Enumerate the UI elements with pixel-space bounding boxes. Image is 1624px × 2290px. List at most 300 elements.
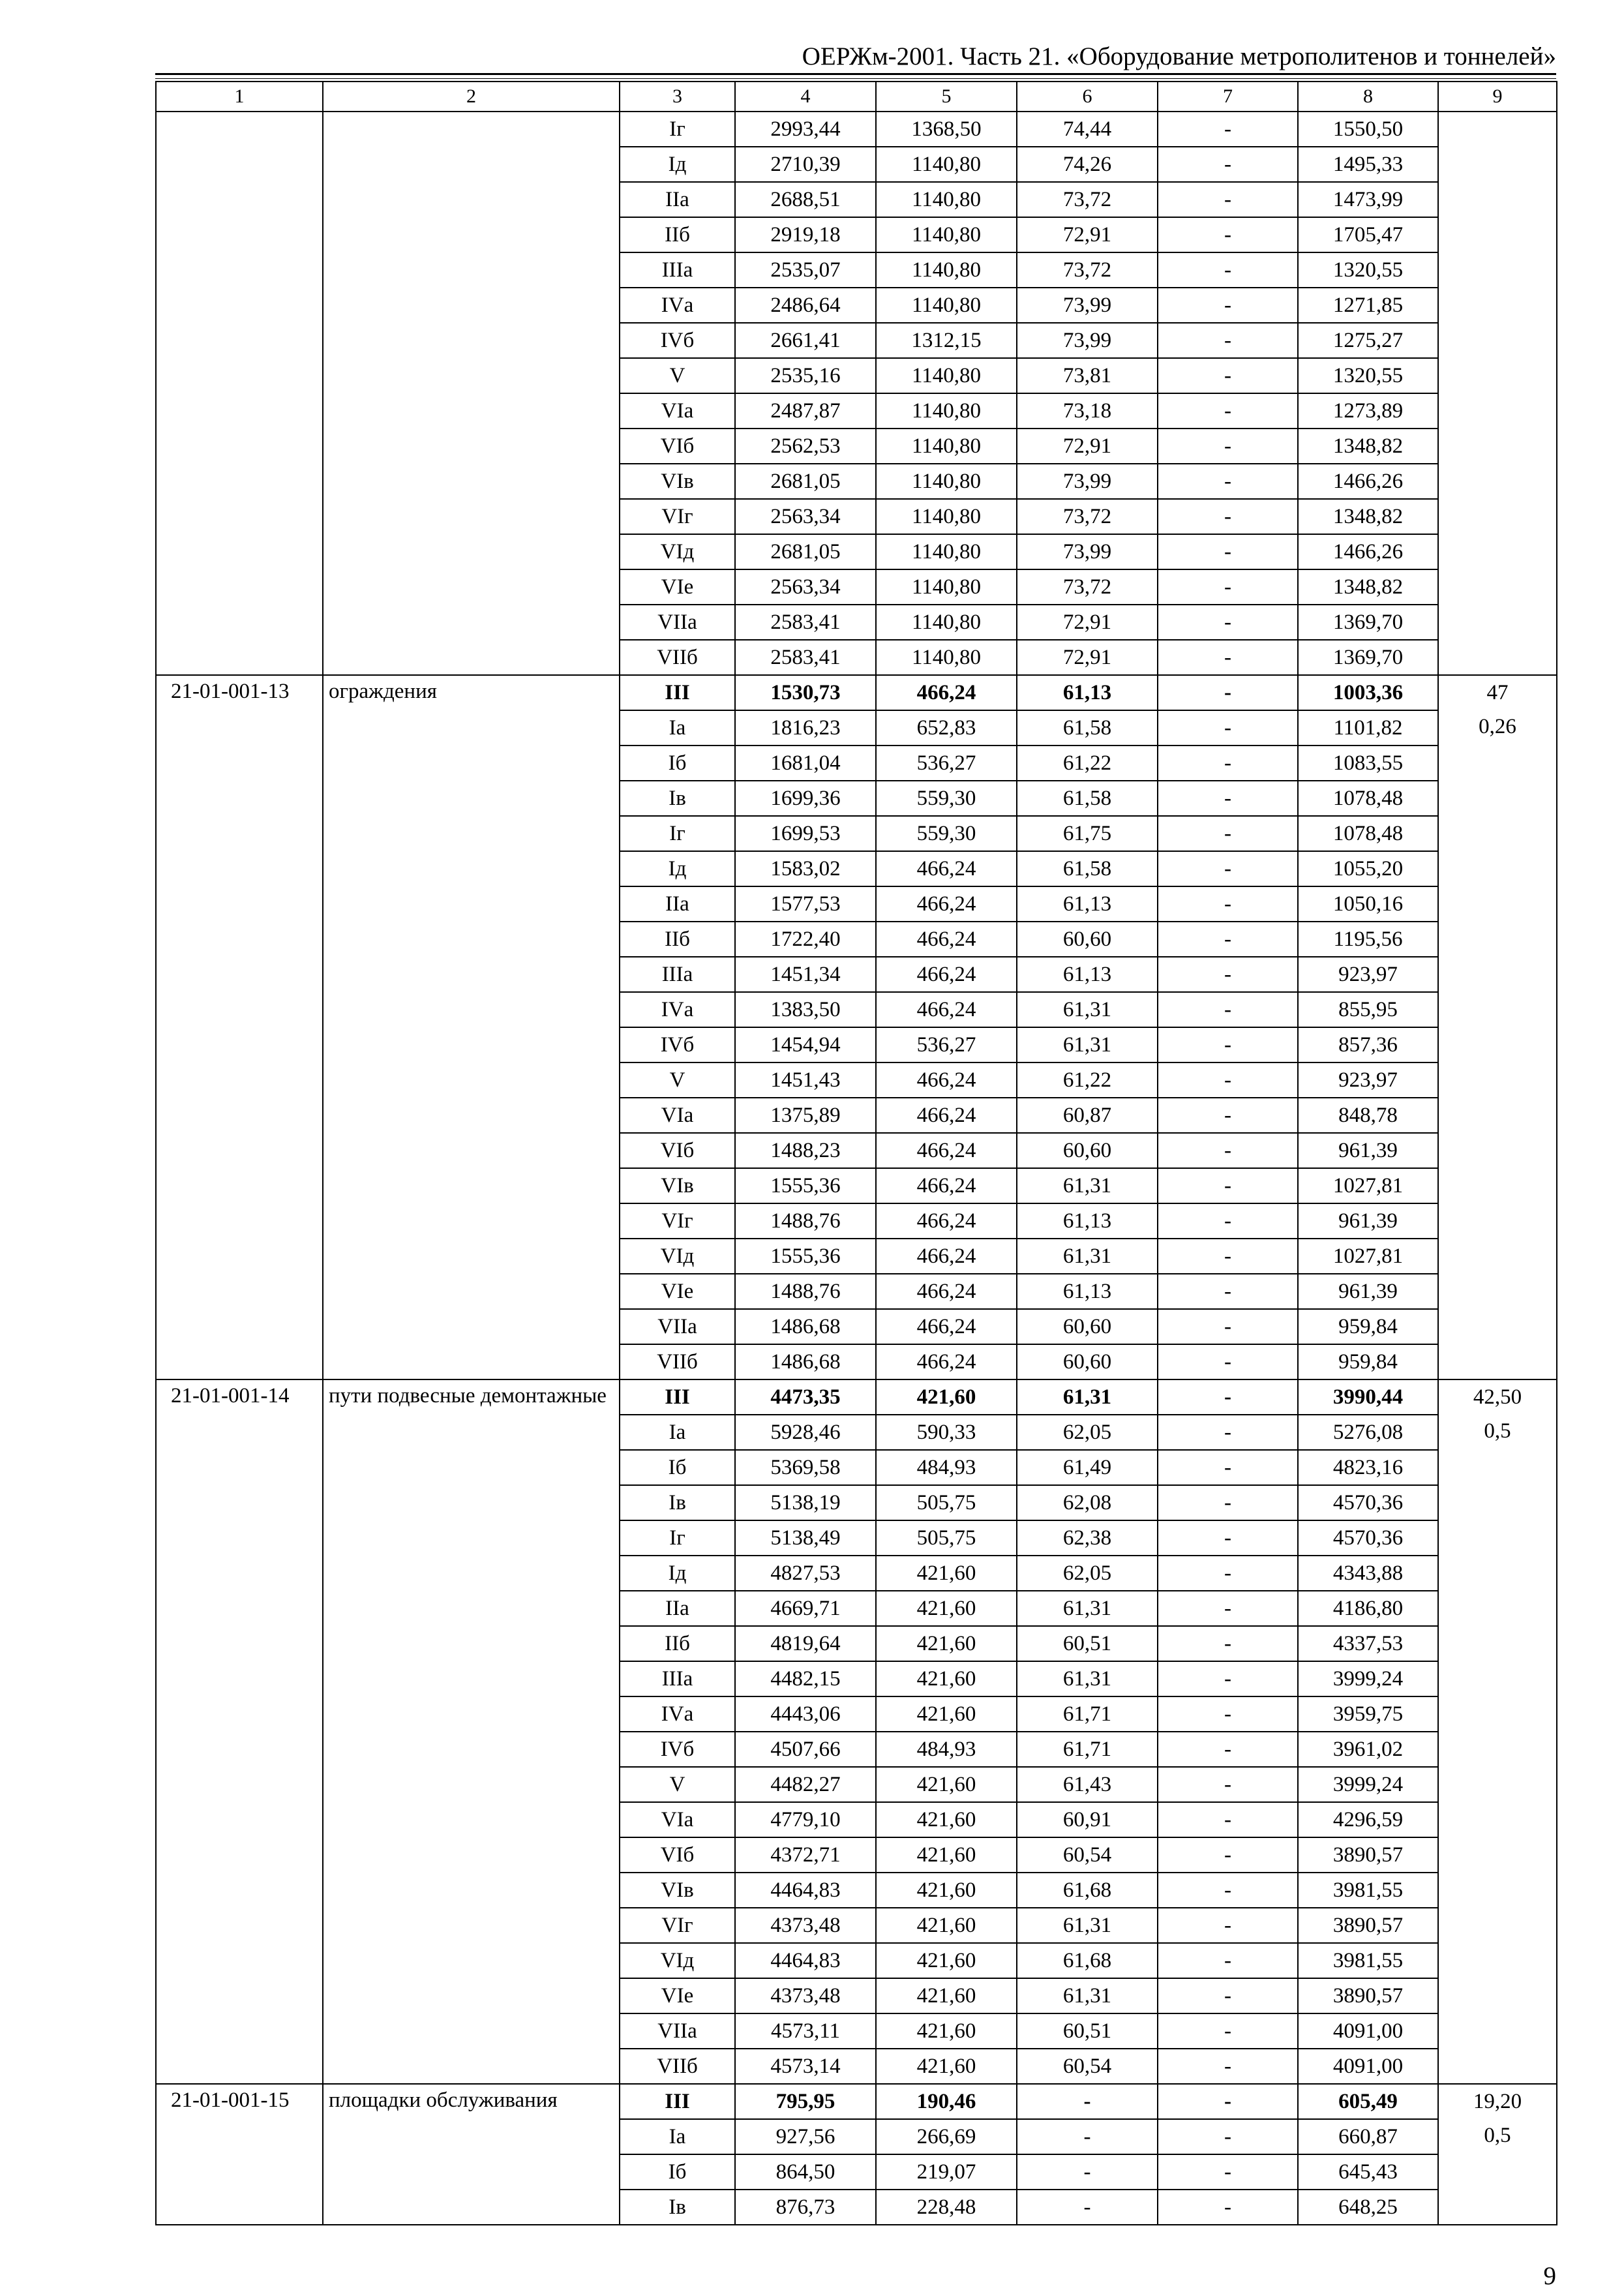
value-col7: -: [1158, 569, 1298, 605]
value-col7: -: [1158, 1168, 1298, 1203]
value-col4: 4373,48: [735, 1908, 876, 1943]
value-col8: 3961,02: [1298, 1732, 1438, 1767]
value-col4: 1816,23: [735, 710, 876, 746]
value-col7: -: [1158, 851, 1298, 886]
value-col4: 1555,36: [735, 1168, 876, 1203]
value-col4: 1488,76: [735, 1203, 876, 1239]
header-rule-thick: [155, 73, 1556, 75]
value-col8: 1495,33: [1298, 147, 1438, 182]
value-col7: -: [1158, 534, 1298, 569]
value-col8: 1271,85: [1298, 288, 1438, 323]
value-col7: -: [1158, 182, 1298, 217]
value-col8: 3999,24: [1298, 1661, 1438, 1696]
value-col8: 1275,27: [1298, 323, 1438, 358]
table-row: [156, 675, 1557, 710]
value-col6: 61,68: [1017, 1873, 1158, 1908]
value-col4: 2487,87: [735, 393, 876, 429]
class-cell: VIа: [620, 393, 735, 429]
class-cell: VIв: [620, 1873, 735, 1908]
class-cell: IIIа: [620, 252, 735, 288]
value-col8: 1055,20: [1298, 851, 1438, 886]
value-col5: 421,60: [876, 1943, 1017, 1978]
value-col4: 1530,73: [735, 675, 876, 710]
class-cell: IIIа: [620, 1661, 735, 1696]
value-col5: 1140,80: [876, 217, 1017, 252]
rate-name: площадки обслуживания: [323, 2084, 620, 2225]
value-col5: 1312,15: [876, 323, 1017, 358]
class-cell: VIг: [620, 1908, 735, 1943]
value-col6: 60,51: [1017, 1626, 1158, 1661]
value-col6: 61,71: [1017, 1696, 1158, 1732]
value-col4: 5369,58: [735, 1450, 876, 1485]
value-col7: -: [1158, 2190, 1298, 2225]
value-col5: 421,60: [876, 1556, 1017, 1591]
value-col5: 1140,80: [876, 534, 1017, 569]
value-col5: 421,60: [876, 1908, 1017, 1943]
value-col6: -: [1017, 2154, 1158, 2190]
value-col4: 4507,66: [735, 1732, 876, 1767]
value-col6: 72,91: [1017, 640, 1158, 675]
value-col6: 61,49: [1017, 1450, 1158, 1485]
value-col5: 466,24: [876, 992, 1017, 1027]
value-col4: 1383,50: [735, 992, 876, 1027]
class-cell: VIа: [620, 1098, 735, 1133]
value-col4: 4464,83: [735, 1873, 876, 1908]
value-col4: 4779,10: [735, 1802, 876, 1837]
value-col7: -: [1158, 640, 1298, 675]
value-col6: 61,22: [1017, 1062, 1158, 1098]
value-col6: 73,72: [1017, 569, 1158, 605]
value-col7: -: [1158, 886, 1298, 922]
value-col7: -: [1158, 1626, 1298, 1661]
value-col4: 2661,41: [735, 323, 876, 358]
col9-value: 47: [1486, 681, 1509, 704]
value-col5: 466,24: [876, 1203, 1017, 1239]
value-col6: 61,58: [1017, 851, 1158, 886]
class-cell: VIа: [620, 1802, 735, 1837]
value-col6: 61,68: [1017, 1943, 1158, 1978]
value-col6: 61,13: [1017, 957, 1158, 992]
column-number: 8: [1298, 82, 1438, 112]
value-col4: 864,50: [735, 2154, 876, 2190]
value-col6: 61,13: [1017, 1274, 1158, 1309]
col9-cell: [1438, 2084, 1557, 2225]
value-col6: 73,72: [1017, 182, 1158, 217]
value-col4: 1375,89: [735, 1098, 876, 1133]
value-col7: -: [1158, 1098, 1298, 1133]
value-col4: 2688,51: [735, 182, 876, 217]
value-col6: 73,99: [1017, 534, 1158, 569]
value-col8: 660,87: [1298, 2119, 1438, 2154]
value-col6: 72,91: [1017, 605, 1158, 640]
value-col6: 73,81: [1017, 358, 1158, 393]
value-col5: 1140,80: [876, 640, 1017, 675]
value-col6: 60,60: [1017, 1133, 1158, 1168]
value-col6: 60,54: [1017, 1837, 1158, 1873]
value-col7: -: [1158, 1344, 1298, 1379]
value-col8: 857,36: [1298, 1027, 1438, 1062]
class-cell: VIв: [620, 464, 735, 499]
value-col6: 73,99: [1017, 288, 1158, 323]
value-col5: 536,27: [876, 746, 1017, 781]
value-col8: 1348,82: [1298, 569, 1438, 605]
value-col8: 3990,44: [1298, 1379, 1438, 1415]
value-col8: 3890,57: [1298, 1908, 1438, 1943]
value-col7: -: [1158, 358, 1298, 393]
value-col7: -: [1158, 1837, 1298, 1873]
value-col5: 1140,80: [876, 182, 1017, 217]
value-col5: 219,07: [876, 2154, 1017, 2190]
value-col6: 60,60: [1017, 1309, 1158, 1344]
class-cell: III: [620, 1379, 735, 1415]
value-col8: 848,78: [1298, 1098, 1438, 1133]
value-col5: 421,60: [876, 1591, 1017, 1626]
value-col6: 74,44: [1017, 112, 1158, 147]
rate-code: 21-01-001-14: [156, 1379, 323, 2084]
value-col8: 4570,36: [1298, 1485, 1438, 1520]
value-col8: 1273,89: [1298, 393, 1438, 429]
value-col4: 2583,41: [735, 605, 876, 640]
value-col4: 5138,49: [735, 1520, 876, 1556]
rates-table: [155, 81, 1557, 2225]
value-col7: -: [1158, 499, 1298, 534]
page-header: ОЕРЖм-2001. Часть 21. «Оборудование метрополитенов и тоннелей»: [802, 42, 1556, 70]
value-col4: 2486,64: [735, 288, 876, 323]
class-cell: VIIа: [620, 605, 735, 640]
value-col5: 1140,80: [876, 393, 1017, 429]
value-col6: 61,22: [1017, 746, 1158, 781]
value-col6: 61,13: [1017, 675, 1158, 710]
value-col7: -: [1158, 1203, 1298, 1239]
page-number: 9: [1543, 2262, 1556, 2290]
class-cell: Iг: [620, 112, 735, 147]
value-col6: 61,31: [1017, 992, 1158, 1027]
value-col8: 3959,75: [1298, 1696, 1438, 1732]
value-col4: 1577,53: [735, 886, 876, 922]
column-number: 7: [1158, 82, 1298, 112]
value-col8: 1003,36: [1298, 675, 1438, 710]
value-col8: 3890,57: [1298, 1837, 1438, 1873]
value-col5: 421,60: [876, 2049, 1017, 2084]
value-col5: 1140,80: [876, 569, 1017, 605]
value-col4: 4373,48: [735, 1978, 876, 2013]
class-cell: IIб: [620, 1626, 735, 1661]
value-col5: 466,24: [876, 1274, 1017, 1309]
value-col6: 61,75: [1017, 816, 1158, 851]
value-col4: 2563,34: [735, 569, 876, 605]
value-col6: 61,31: [1017, 1379, 1158, 1415]
value-col5: 1140,80: [876, 464, 1017, 499]
col9-cell: [1438, 1379, 1557, 2084]
value-col8: 1369,70: [1298, 605, 1438, 640]
value-col7: -: [1158, 1415, 1298, 1450]
col9-value: 19,20: [1473, 2090, 1522, 2113]
value-col5: 1140,80: [876, 358, 1017, 393]
value-col5: 466,24: [876, 1133, 1017, 1168]
value-col6: 61,31: [1017, 1027, 1158, 1062]
value-col5: 466,24: [876, 922, 1017, 957]
value-col5: 466,24: [876, 675, 1017, 710]
class-cell: IIIа: [620, 957, 735, 992]
value-col8: 1466,26: [1298, 464, 1438, 499]
value-col7: -: [1158, 147, 1298, 182]
value-col4: 1488,76: [735, 1274, 876, 1309]
value-col8: 645,43: [1298, 2154, 1438, 2190]
value-col8: 1083,55: [1298, 746, 1438, 781]
class-cell: Iг: [620, 1520, 735, 1556]
column-number-row: [156, 82, 1557, 112]
value-col8: 3981,55: [1298, 1873, 1438, 1908]
value-col7: -: [1158, 217, 1298, 252]
value-col7: -: [1158, 1696, 1298, 1732]
value-col5: 466,24: [876, 851, 1017, 886]
value-col6: 60,60: [1017, 922, 1158, 957]
value-col8: 1369,70: [1298, 640, 1438, 675]
class-cell: VIIб: [620, 1344, 735, 1379]
class-cell: IIа: [620, 886, 735, 922]
class-cell: VIб: [620, 1837, 735, 1873]
value-col8: 1705,47: [1298, 217, 1438, 252]
value-col4: 1681,04: [735, 746, 876, 781]
column-number: 2: [323, 82, 620, 112]
class-cell: IIб: [620, 922, 735, 957]
value-col4: 927,56: [735, 2119, 876, 2154]
class-cell: IIа: [620, 1591, 735, 1626]
class-cell: VIд: [620, 1943, 735, 1978]
value-col6: 61,71: [1017, 1732, 1158, 1767]
value-col6: 74,26: [1017, 147, 1158, 182]
value-col4: 2535,16: [735, 358, 876, 393]
value-col7: -: [1158, 1309, 1298, 1344]
class-cell: III: [620, 2084, 735, 2119]
value-col5: 1140,80: [876, 288, 1017, 323]
value-col5: 421,60: [876, 1873, 1017, 1908]
value-col8: 5276,08: [1298, 1415, 1438, 1450]
class-cell: Iб: [620, 746, 735, 781]
value-col8: 1195,56: [1298, 922, 1438, 957]
value-col8: 961,39: [1298, 1274, 1438, 1309]
value-col7: -: [1158, 1274, 1298, 1309]
value-col4: 795,95: [735, 2084, 876, 2119]
value-col4: 2681,05: [735, 464, 876, 499]
class-cell: Iб: [620, 2154, 735, 2190]
col9-value: 0,5: [1484, 1419, 1511, 1443]
value-col8: 3890,57: [1298, 1978, 1438, 2013]
value-col4: 2535,07: [735, 252, 876, 288]
value-col7: -: [1158, 1133, 1298, 1168]
value-col8: 1348,82: [1298, 429, 1438, 464]
value-col4: 4482,27: [735, 1767, 876, 1802]
value-col4: 1722,40: [735, 922, 876, 957]
value-col8: 855,95: [1298, 992, 1438, 1027]
value-col5: 466,24: [876, 957, 1017, 992]
value-col8: 959,84: [1298, 1309, 1438, 1344]
value-col5: 505,75: [876, 1485, 1017, 1520]
value-col6: 61,31: [1017, 1591, 1158, 1626]
value-col6: 60,87: [1017, 1098, 1158, 1133]
column-number: 1: [156, 82, 323, 112]
col9-cell: [1438, 675, 1557, 1379]
class-cell: IVа: [620, 288, 735, 323]
value-col4: 4443,06: [735, 1696, 876, 1732]
value-col6: 60,60: [1017, 1344, 1158, 1379]
value-col4: 1555,36: [735, 1239, 876, 1274]
class-cell: Iа: [620, 2119, 735, 2154]
value-col7: -: [1158, 1732, 1298, 1767]
class-cell: Iд: [620, 1556, 735, 1591]
class-cell: VIг: [620, 499, 735, 534]
class-cell: Iа: [620, 710, 735, 746]
value-col8: 1320,55: [1298, 252, 1438, 288]
value-col7: -: [1158, 2013, 1298, 2049]
class-cell: VIб: [620, 1133, 735, 1168]
value-col8: 1027,81: [1298, 1239, 1438, 1274]
class-cell: Iд: [620, 851, 735, 886]
value-col7: -: [1158, 288, 1298, 323]
value-col4: 2583,41: [735, 640, 876, 675]
value-col5: 590,33: [876, 1415, 1017, 1450]
value-col7: -: [1158, 1450, 1298, 1485]
value-col8: 4823,16: [1298, 1450, 1438, 1485]
class-cell: VIд: [620, 534, 735, 569]
class-cell: VIе: [620, 569, 735, 605]
value-col8: 1027,81: [1298, 1168, 1438, 1203]
value-col7: -: [1158, 1943, 1298, 1978]
class-cell: Iб: [620, 1450, 735, 1485]
value-col7: -: [1158, 1908, 1298, 1943]
value-col5: 466,24: [876, 1168, 1017, 1203]
value-col5: 421,60: [876, 1379, 1017, 1415]
value-col5: 1140,80: [876, 429, 1017, 464]
value-col7: -: [1158, 1379, 1298, 1415]
value-col7: -: [1158, 2119, 1298, 2154]
class-cell: VIе: [620, 1978, 735, 2013]
value-col4: 876,73: [735, 2190, 876, 2225]
value-col4: 2563,34: [735, 499, 876, 534]
value-col7: -: [1158, 1239, 1298, 1274]
class-cell: Iг: [620, 816, 735, 851]
value-col4: 5138,19: [735, 1485, 876, 1520]
value-col5: 421,60: [876, 2013, 1017, 2049]
value-col4: 4372,71: [735, 1837, 876, 1873]
value-col6: 61,31: [1017, 1239, 1158, 1274]
code-cell: [156, 112, 323, 675]
value-col4: 2681,05: [735, 534, 876, 569]
col9-value: 0,26: [1479, 715, 1516, 738]
value-col7: -: [1158, 957, 1298, 992]
value-col7: -: [1158, 252, 1298, 288]
value-col6: 73,99: [1017, 464, 1158, 499]
value-col7: -: [1158, 675, 1298, 710]
value-col5: 421,60: [876, 1837, 1017, 1873]
value-col7: -: [1158, 1767, 1298, 1802]
value-col4: 5928,46: [735, 1415, 876, 1450]
value-col6: 61,31: [1017, 1908, 1158, 1943]
value-col6: 72,91: [1017, 217, 1158, 252]
value-col4: 4819,64: [735, 1626, 876, 1661]
col9-value: 42,50: [1473, 1385, 1522, 1409]
class-cell: IVб: [620, 323, 735, 358]
value-col8: 1050,16: [1298, 886, 1438, 922]
rate-code: 21-01-001-13: [156, 675, 323, 1379]
class-cell: IIб: [620, 217, 735, 252]
value-col7: -: [1158, 393, 1298, 429]
value-col8: 1078,48: [1298, 816, 1438, 851]
value-col8: 1550,50: [1298, 112, 1438, 147]
value-col8: 4570,36: [1298, 1520, 1438, 1556]
class-cell: Iа: [620, 1415, 735, 1450]
class-cell: IIа: [620, 182, 735, 217]
value-col5: 559,30: [876, 781, 1017, 816]
value-col4: 1583,02: [735, 851, 876, 886]
value-col4: 4573,14: [735, 2049, 876, 2084]
value-col6: 61,58: [1017, 710, 1158, 746]
value-col4: 4464,83: [735, 1943, 876, 1978]
value-col7: -: [1158, 1520, 1298, 1556]
value-col8: 4337,53: [1298, 1626, 1438, 1661]
col9-value: 0,5: [1484, 2124, 1511, 2147]
value-col7: -: [1158, 2154, 1298, 2190]
class-cell: VIб: [620, 429, 735, 464]
value-col7: -: [1158, 429, 1298, 464]
value-col7: -: [1158, 464, 1298, 499]
value-col5: 505,75: [876, 1520, 1017, 1556]
value-col4: 4669,71: [735, 1591, 876, 1626]
value-col8: 605,49: [1298, 2084, 1438, 2119]
column-number: 5: [876, 82, 1017, 112]
rate-name: ограждения: [323, 675, 620, 1379]
value-col4: 2993,44: [735, 112, 876, 147]
value-col5: 559,30: [876, 816, 1017, 851]
value-col4: 1486,68: [735, 1344, 876, 1379]
value-col4: 4827,53: [735, 1556, 876, 1591]
class-cell: III: [620, 675, 735, 710]
value-col5: 536,27: [876, 1027, 1017, 1062]
value-col8: 923,97: [1298, 1062, 1438, 1098]
value-col8: 959,84: [1298, 1344, 1438, 1379]
value-col6: 73,72: [1017, 252, 1158, 288]
value-col6: 62,38: [1017, 1520, 1158, 1556]
value-col5: 466,24: [876, 1344, 1017, 1379]
value-col7: -: [1158, 816, 1298, 851]
value-col6: 73,99: [1017, 323, 1158, 358]
value-col7: -: [1158, 992, 1298, 1027]
value-col7: -: [1158, 1978, 1298, 2013]
class-cell: VIIб: [620, 2049, 735, 2084]
value-col8: 4091,00: [1298, 2049, 1438, 2084]
value-col6: 61,31: [1017, 1661, 1158, 1696]
value-col5: 421,60: [876, 1802, 1017, 1837]
value-col6: 62,08: [1017, 1485, 1158, 1520]
table-row: [156, 112, 1557, 147]
value-col4: 1699,53: [735, 816, 876, 851]
value-col8: 1320,55: [1298, 358, 1438, 393]
class-cell: V: [620, 358, 735, 393]
value-col5: 466,24: [876, 1309, 1017, 1344]
class-cell: IVб: [620, 1027, 735, 1062]
class-cell: V: [620, 1062, 735, 1098]
class-cell: VIIб: [620, 640, 735, 675]
value-col7: -: [1158, 323, 1298, 358]
value-col8: 961,39: [1298, 1203, 1438, 1239]
value-col7: -: [1158, 112, 1298, 147]
value-col5: 1140,80: [876, 499, 1017, 534]
value-col4: 1486,68: [735, 1309, 876, 1344]
value-col5: 266,69: [876, 2119, 1017, 2154]
value-col5: 421,60: [876, 1661, 1017, 1696]
value-col6: 61,13: [1017, 886, 1158, 922]
value-col4: 2710,39: [735, 147, 876, 182]
